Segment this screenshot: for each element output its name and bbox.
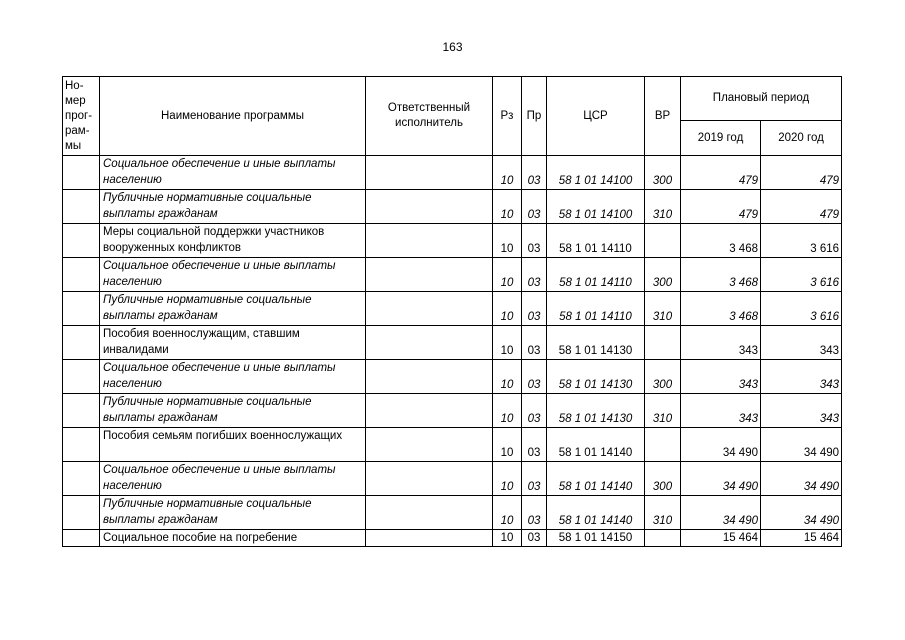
program-name-cell: Меры социальной поддержки участников вооруженных конфликтов [100, 224, 366, 258]
program-name-cell: Публичные нормативные социальные выплаты гражданам [100, 292, 366, 326]
csr-cell: 58 1 01 14140 [547, 496, 645, 530]
table-row [63, 360, 842, 394]
program-number-cell [63, 360, 100, 394]
table-row [63, 428, 842, 462]
program-name-cell: Пособия семьям погибших военнослужащих [100, 428, 366, 462]
csr-cell: 58 1 01 14130 [547, 360, 645, 394]
vr-cell: 310 [645, 190, 681, 224]
csr-cell: 58 1 01 14140 [547, 428, 645, 462]
pr-cell: 03 [522, 156, 547, 190]
program-number-cell [63, 394, 100, 428]
csr-cell: 58 1 01 14130 [547, 326, 645, 360]
table-row [63, 496, 842, 530]
rz-cell: 10 [493, 462, 522, 496]
rz-cell: 10 [493, 326, 522, 360]
csr-cell: 58 1 01 14110 [547, 224, 645, 258]
table-row [63, 394, 842, 428]
rz-cell: 10 [493, 360, 522, 394]
header-year-2020: 2020 год [761, 121, 842, 156]
vr-cell: 300 [645, 156, 681, 190]
rz-cell: 10 [493, 292, 522, 326]
amount-2019-cell: 3 468 [681, 224, 761, 258]
header-vr: ВР [645, 77, 681, 156]
vr-cell: 300 [645, 258, 681, 292]
vr-cell [645, 224, 681, 258]
executor-cell [366, 428, 493, 462]
program-name-cell: Социальное обеспечение и иные выплаты населению [100, 156, 366, 190]
header-program-name: Наименование программы [100, 77, 366, 156]
amount-2020-cell: 343 [761, 394, 842, 428]
pr-cell: 03 [522, 224, 547, 258]
program-name-cell: Пособия военнослужащим, ставшим инвалидами [100, 326, 366, 360]
executor-cell [366, 394, 493, 428]
rz-cell: 10 [493, 496, 522, 530]
vr-cell [645, 428, 681, 462]
amount-2020-cell: 34 490 [761, 428, 842, 462]
pr-cell: 03 [522, 258, 547, 292]
amount-2020-cell: 34 490 [761, 496, 842, 530]
pr-cell: 03 [522, 326, 547, 360]
table-row [63, 326, 842, 360]
table-body [63, 156, 842, 547]
csr-cell: 58 1 01 14150 [547, 530, 645, 547]
csr-cell: 58 1 01 14100 [547, 190, 645, 224]
table-row [63, 292, 842, 326]
header-year-2019: 2019 год [681, 121, 761, 156]
amount-2019-cell: 34 490 [681, 428, 761, 462]
program-name-cell: Публичные нормативные социальные выплаты гражданам [100, 394, 366, 428]
amount-2019-cell: 34 490 [681, 462, 761, 496]
csr-cell: 58 1 01 14130 [547, 394, 645, 428]
amount-2020-cell: 479 [761, 156, 842, 190]
vr-cell: 300 [645, 462, 681, 496]
program-number-cell [63, 326, 100, 360]
pr-cell: 03 [522, 496, 547, 530]
amount-2019-cell: 479 [681, 156, 761, 190]
program-name-cell: Публичные нормативные социальные выплаты гражданам [100, 496, 366, 530]
pr-cell: 03 [522, 530, 547, 547]
program-number-cell [63, 224, 100, 258]
pr-cell: 03 [522, 292, 547, 326]
table-row [63, 156, 842, 190]
executor-cell [366, 156, 493, 190]
amount-2019-cell: 3 468 [681, 292, 761, 326]
amount-2019-cell: 479 [681, 190, 761, 224]
amount-2020-cell: 479 [761, 190, 842, 224]
executor-cell [366, 462, 493, 496]
table-row [63, 462, 842, 496]
csr-cell: 58 1 01 14100 [547, 156, 645, 190]
amount-2019-cell: 34 490 [681, 496, 761, 530]
budget-table [62, 76, 842, 547]
program-number-cell [63, 258, 100, 292]
pr-cell: 03 [522, 462, 547, 496]
table-row [63, 224, 842, 258]
header-program-number: Но- мер прог- рам- мы [63, 77, 100, 156]
vr-cell: 310 [645, 394, 681, 428]
header-pr: Пр [522, 77, 547, 156]
pr-cell: 03 [522, 360, 547, 394]
amount-2020-cell: 3 616 [761, 292, 842, 326]
amount-2019-cell: 3 468 [681, 258, 761, 292]
program-number-cell [63, 496, 100, 530]
vr-cell: 310 [645, 292, 681, 326]
program-name-cell: Социальное обеспечение и иные выплаты населению [100, 258, 366, 292]
header-executor: Ответственный исполнитель [366, 77, 493, 156]
executor-cell [366, 224, 493, 258]
vr-cell [645, 326, 681, 360]
rz-cell: 10 [493, 156, 522, 190]
rz-cell: 10 [493, 428, 522, 462]
executor-cell [366, 292, 493, 326]
vr-cell [645, 530, 681, 547]
program-name-cell: Публичные нормативные социальные выплаты гражданам [100, 190, 366, 224]
pr-cell: 03 [522, 394, 547, 428]
table-row [63, 190, 842, 224]
vr-cell: 310 [645, 496, 681, 530]
executor-cell [366, 190, 493, 224]
program-number-cell [63, 530, 100, 547]
amount-2020-cell: 343 [761, 360, 842, 394]
rz-cell: 10 [493, 394, 522, 428]
table-row [63, 258, 842, 292]
program-number-cell [63, 462, 100, 496]
csr-cell: 58 1 01 14110 [547, 292, 645, 326]
amount-2020-cell: 15 464 [761, 530, 842, 547]
vr-cell: 300 [645, 360, 681, 394]
table-row [63, 530, 842, 547]
executor-cell [366, 496, 493, 530]
csr-cell: 58 1 01 14110 [547, 258, 645, 292]
rz-cell: 10 [493, 190, 522, 224]
rz-cell: 10 [493, 258, 522, 292]
executor-cell [366, 360, 493, 394]
program-number-cell [63, 190, 100, 224]
amount-2019-cell: 343 [681, 394, 761, 428]
csr-cell: 58 1 01 14140 [547, 462, 645, 496]
pr-cell: 03 [522, 428, 547, 462]
rz-cell: 10 [493, 530, 522, 547]
amount-2020-cell: 34 490 [761, 462, 842, 496]
program-number-cell [63, 428, 100, 462]
amount-2019-cell: 15 464 [681, 530, 761, 547]
amount-2020-cell: 343 [761, 326, 842, 360]
header-plan-period: Плановый период [681, 77, 842, 121]
amount-2020-cell: 3 616 [761, 224, 842, 258]
rz-cell: 10 [493, 224, 522, 258]
executor-cell [366, 530, 493, 547]
program-name-cell: Социальное пособие на погребение [100, 530, 366, 547]
amount-2019-cell: 343 [681, 360, 761, 394]
header-rz: Рз [493, 77, 522, 156]
page-number: 163 [442, 40, 463, 54]
pr-cell: 03 [522, 190, 547, 224]
program-number-cell [63, 292, 100, 326]
executor-cell [366, 258, 493, 292]
program-name-cell: Социальное обеспечение и иные выплаты населению [100, 462, 366, 496]
header-csr: ЦСР [547, 77, 645, 156]
amount-2019-cell: 343 [681, 326, 761, 360]
program-number-cell [63, 156, 100, 190]
program-name-cell: Социальное обеспечение и иные выплаты населению [100, 360, 366, 394]
executor-cell [366, 326, 493, 360]
amount-2020-cell: 3 616 [761, 258, 842, 292]
